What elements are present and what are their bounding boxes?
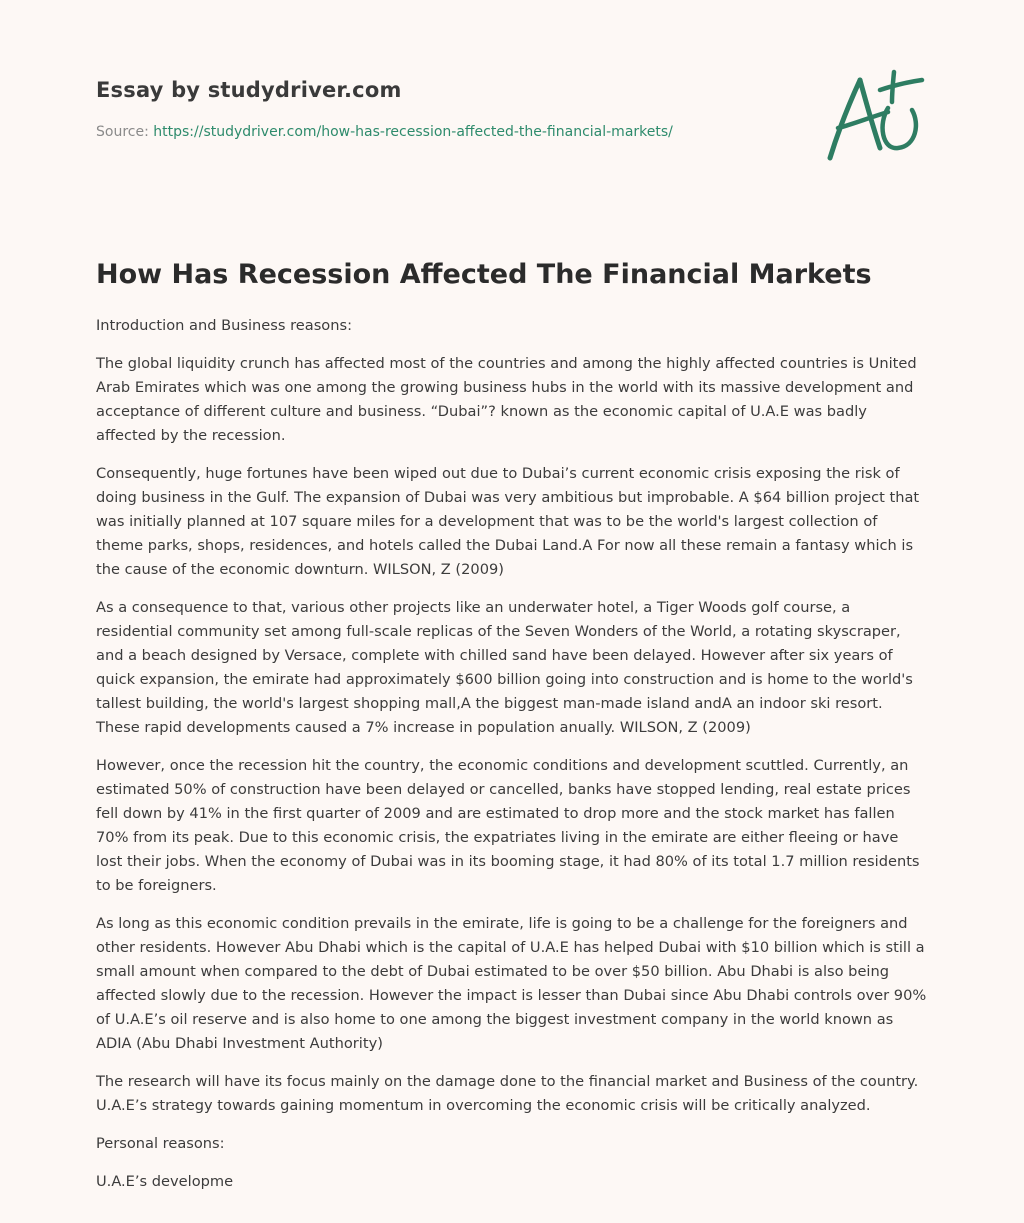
paragraph: However, once the recession hit the country, the economic conditions and development scuttled. Currently, an estimated 50% of construction have been delayed or cancelled, banks have stopped lending, real estate prices fell down by 41% in the first quarter of 2009 and are estimated to drop more and the stock market has fallen 70% from its peak. Due to this economic crisis, the expatriates living in the emirate are either fleeing or have lost their jobs. When the economy of Dubai was in its booming stage, it had 80% of its total 1.7 million residents to be foreigners.: [96, 757, 920, 894]
paragraph: Consequently, huge fortunes have been wiped out due to Dubai’s current economic crisis exposing the risk of doing business in the Gulf. The expansion of Dubai was very ambitious but improbable. A $64 billion project that was initially planned at 107 square miles for a development that was to be the world's largest collection of theme parks, shops, residences, and hotels called the Dubai Land.A For now all these remain a fantasy which is the cause of the economic downturn. WILSON, Z (2009): [96, 465, 920, 578]
source-label: Source:: [96, 124, 154, 140]
source-link[interactable]: https://studydriver.com/how-has-recession-affected-the-financial-markets/: [153, 124, 673, 140]
a-plus-logo-icon: [822, 68, 926, 164]
paragraph: The research will have its focus mainly on the damage done to the financial market and Business of the country. U.A.E’s strategy towards gaining momentum in overcoming the economic crisis will be critically analyzed.: [96, 1073, 919, 1114]
paragraph: As a consequence to that, various other projects like an underwater hotel, a Tiger Woods golf course, a residential community set among full-scale replicas of the Seven Wonders of the World, a rotating skyscraper, and a beach designed by Versace, complete with chilled sand have been delayed. However after six years of quick expansion, the emirate had approximately $600 billion going into construction and is home to the world's tallest building, the world's largest shopping mall,A the biggest man-made island andA an indoor ski resort. These rapid developments caused a 7% increase in population anually. WILSON, Z (2009): [96, 599, 913, 736]
source-line: [96, 122, 796, 142]
paragraph: U.A.E’s developme: [96, 1173, 234, 1190]
paragraph: As long as this economic condition prevails in the emirate, life is going to be a challenge for the foreigners and other residents. However Abu Dhabi which is the capital of U.A.E has helped Dubai with $10 billion which is still a small amount when compared to the debt of Dubai estimated to be over $50 billion. Abu Dhabi is also being affected slowly due to the recession. However the impact is lesser than Dubai since Abu Dhabi controls over 90% of U.A.E’s oil reserve and is also home to one among the biggest investment company in the world known as ADIA (Abu Dhabi Investment Authority): [96, 915, 927, 1052]
paragraph: Introduction and Business reasons:: [96, 317, 353, 334]
essay-body: [96, 314, 928, 1208]
paragraph: The global liquidity crunch has affected most of the countries and among the highly affected countries is United Arab Emirates which was one among the growing business hubs in the world with its massive development and acceptance of different culture and business. “Dubai”? known as the economic capital of U.A.E was badly affected by the recession.: [96, 355, 917, 444]
paragraph: Personal reasons:: [96, 1135, 225, 1152]
essay-title: How Has Recession Affected The Financial Markets: [96, 259, 872, 290]
page-header: [96, 76, 796, 142]
site-title: Essay by studydriver.com: [96, 78, 402, 102]
